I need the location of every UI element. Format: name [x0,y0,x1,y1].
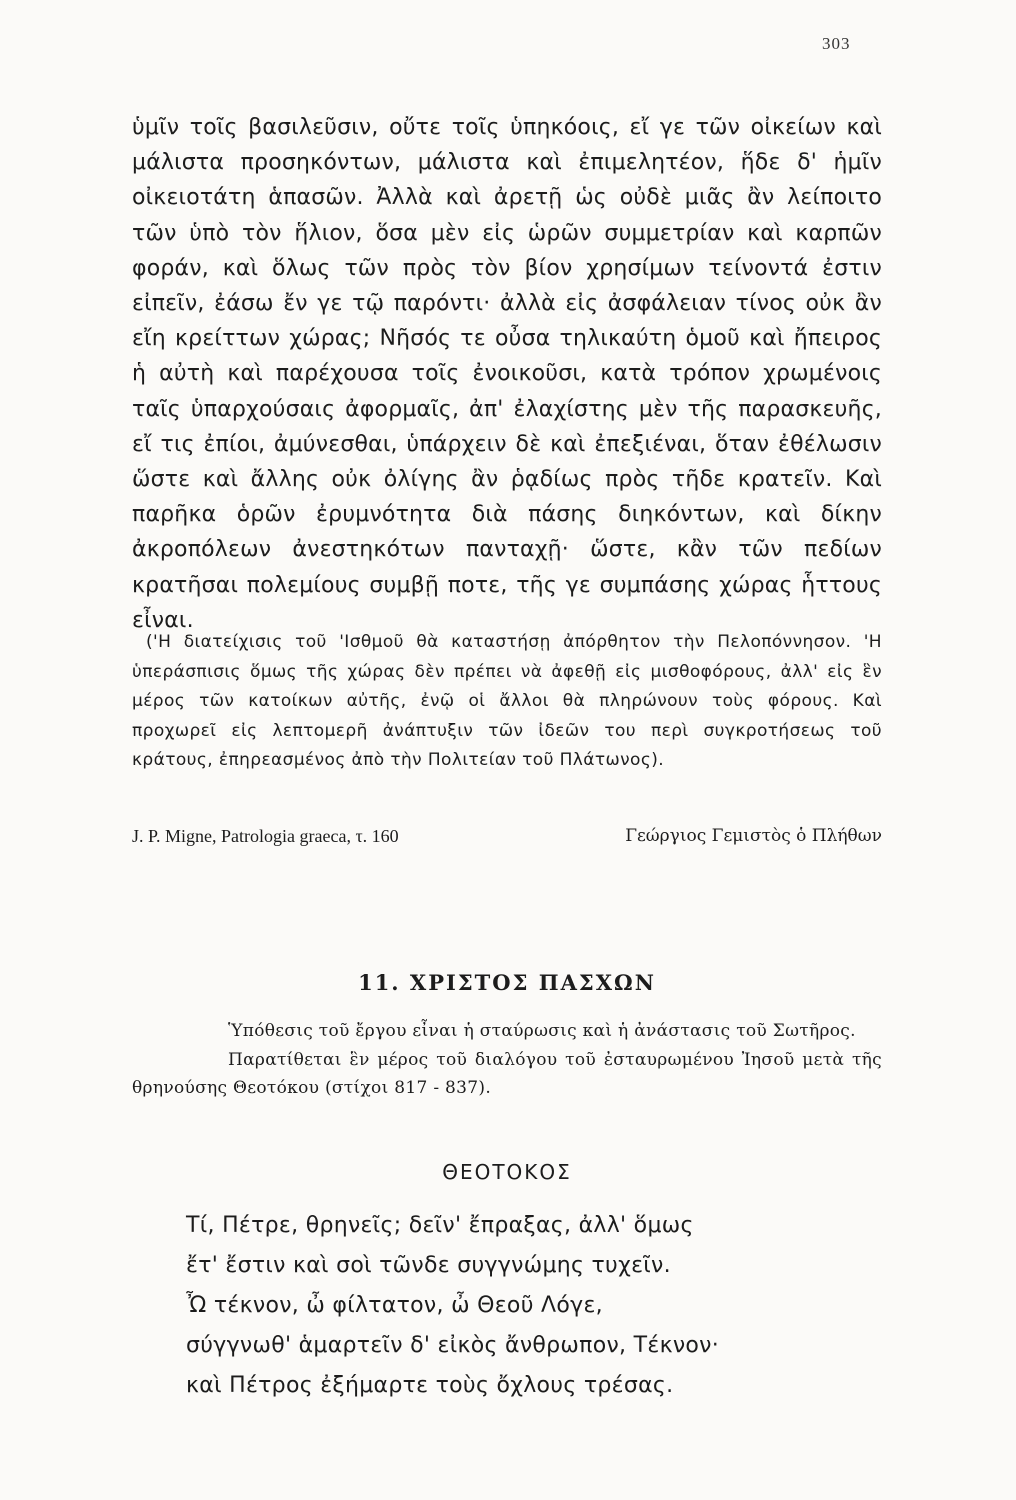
page-number: 303 [822,34,851,53]
main-text: ὑμῖν τοῖς βασιλεῦσιν, οὔτε τοῖς ὑπηκόοις, εἴ γε τῶν οἰκείων καὶ μάλιστα προσηκόντων, μάλιστα καὶ ἐπιμελητέον, ἥδε δ' ἡμῖν οἰκειοτάτη ἁπασῶν. Ἀλλὰ καὶ ἀρετῇ ὡς οὐδὲ μιᾶς ἂν λείποιτο τῶν ὑπὸ τὸν ἥλιον, ὅσα μὲν εἰς ὡρῶν συμμετρίαν καὶ καρπῶν φοράν, καὶ ὅλως τῶν πρὸς τὸν βίον χρησίμων τείνοντά ἐστιν εἰπεῖν, ἐάσω ἔν γε τῷ παρόντι· ἀλλὰ εἰς ἀσφάλειαν τίνος οὐκ ἂν εἴη κρείττων χώρας; Νῆσός τε οὖσα τηλικαύτη ὁμοῦ καὶ ἤπειρος ἡ αὐτὴ καὶ παρέχουσα τοῖς ἐνοικοῦσι, κατὰ τρόπον χρωμένοις ταῖς ὑπαρχούσαις ἀφορμαῖς, ἀπ' ἐλαχίστης μὲν τῆς παρασκευῆς, εἴ τις ἐπίοι, ἀμύνεσθαι, ὑπάρχειν δὲ καὶ ἐπεξιέναι, ὅταν ἐθέλωσιν ὥστε καὶ ἄλλης οὐκ ὀλίγης ἂν ῥᾳδίως πρὸς τῆδε κρατεῖν. Καὶ παρῆκα ὁρῶν ἐρυμνότητα διὰ πάσης διηκόντων, καὶ δίκην ἀκροπόλεων ἀνεστηκότων πανταχῇ· ὥστε, κἂν τῶν πεδίων κρατῆσαι πολεμίους συμβῇ ποτε, τῆς γε συμπάσης χώρας ἧττους εἶναι. [132,115,882,633]
citation [132,826,882,847]
summary-paragraph: ('Η διατείχισις τοῦ 'Ισθμοῦ θὰ καταστήσῃ ἀπόρθητον τὴν Πελοπόννησον. 'Η ὑπεράσπισις ὅμως τῆς χώρας δὲν πρέπει νὰ ἀφεθῇ εἰς μισθοφόρους, ἀλλ' εἰς ἓν μέρος τῶν κατοίκων αὐτῆς, ἐνῷ οἱ ἄλλοι θὰ πληρώνουν τοὺς φόρους. Καὶ προχωρεῖ εἰς λεπτομερῆ ἀνάπτυξιν τῶν ἰδεῶν του περὶ συγκροτήσεως τοῦ κράτους, ἐπηρεασμένος ἀπὸ τὴν Πολιτείαν τοῦ Πλάτωνος). [132,632,882,770]
verse-line: Τί, Πέτρε, θρηνεῖς; δεῖν' ἔπραξας, ἀλλ' ὅμως [186,1213,694,1238]
intro-line: Ὑπόθεσις τοῦ ἔργου εἶναι ἡ σταύρωσις καὶ ἡ ἀνάστασις τοῦ Σωτῆρος. [228,1021,856,1041]
verse-block [186,1206,866,1406]
section-intro [132,1017,882,1103]
verse-line: ἔτ' ἔστιν καὶ σοὶ τῶνδε συγγνώμης τυχεῖν. [186,1253,671,1278]
summary-note [132,628,882,776]
verse-line: σύγγνωθ' ἁμαρτεῖν δ' εἰκὸς ἄνθρωπον, Τέκνον· [186,1333,720,1358]
verse-line: Ὦ τέκνον, ὦ φίλτατον, ὦ Θεοῦ Λόγε, [186,1293,603,1318]
section-title: 11. ΧΡΙΣΤΟΣ ΠΑΣΧΩΝ [358,970,656,995]
verse-line: καὶ Πέτρος ἐξήμαρτε τοὺς ὄχλους τρέσας. [186,1373,674,1398]
citation-author: Γεώργιος Γεμιστὸς ὁ Πλήθων [625,826,882,846]
intro-line: Παρατίθεται ἓν μέρος τοῦ διαλόγου τοῦ ἐσταυρωμένου Ἰησοῦ μετὰ τῆς θρηνούσης Θεοτόκου (στίχοι 817 - 837). [132,1049,882,1098]
citation-source: J. P. Migne, Patrologia graeca, τ. 160 [132,826,399,846]
speaker-name: ΘΕΟΤΟΚΟΣ [442,1160,572,1184]
